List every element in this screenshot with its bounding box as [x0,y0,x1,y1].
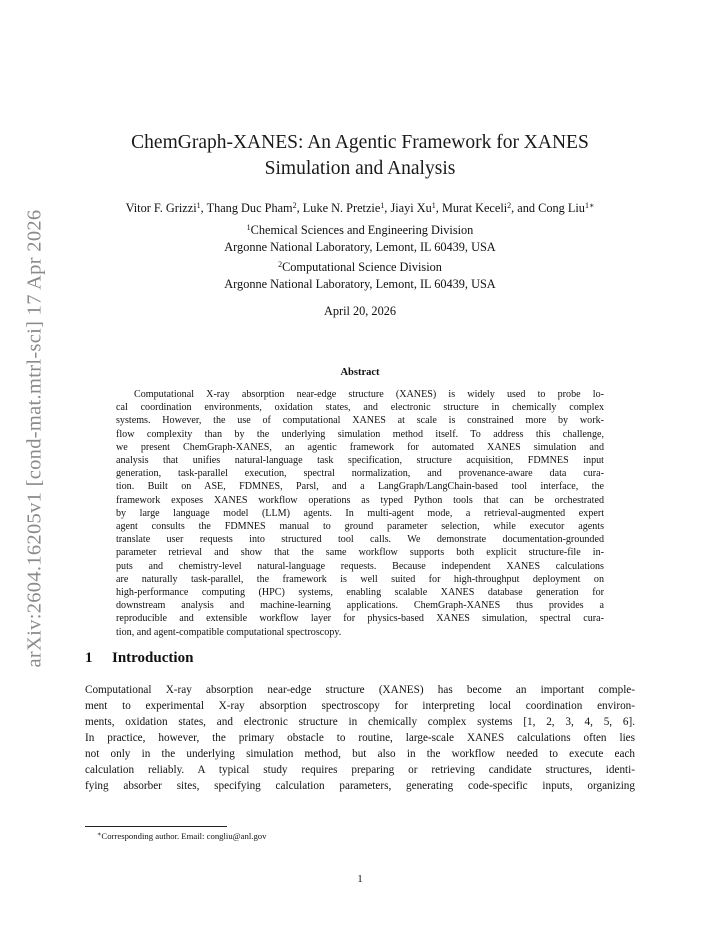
abstract-line: tion. Built on ASE, FDMNES, Parsl, and a LangGraph/LangChain-based tool interface, the [116,481,604,493]
author-list [70,200,650,216]
affiliation-mark: 2 [278,260,283,269]
section-heading [85,650,193,667]
abstract-line: analysis that unifies natural-language task specification, structure acquisition, FDMNES input [116,455,604,467]
affiliation-1 [160,222,560,256]
author-separator: , [435,201,442,215]
abstract-line: high-performance computing (HPC) systems, enabling scalable XANES database generation for [116,587,604,599]
author-name: Luke N. Pretzie [302,201,381,215]
abstract-line: tion, and agent-compatible computational spectroscopy. [116,626,342,638]
affiliation-division: Chemical Sciences and Engineering Division [250,223,474,237]
author-name: Murat Keceli [441,201,508,215]
affiliation-2 [160,259,560,293]
body-line: calculation reliably. A typical study requires preparing or retrieving candidate structures, identi- [85,764,635,776]
abstract-line: are naturally task-parallel, the framework is well suited for high-throughput deployment on [116,573,604,585]
body-line: ment to experimental X-ray absorption spectroscopy for interpreting local coordination environ- [85,700,635,712]
affiliation-line [160,259,560,276]
title-line: Simulation and Analysis [264,158,456,179]
affiliation-line [160,222,560,239]
abstract-line: systems. However, the use of computational XANES at scale is constrained more by work- [116,415,604,427]
author-affiliation-mark: 1 [196,201,201,210]
author-affiliation-mark: 2 [507,201,512,210]
author-affiliation-mark: 1 [380,201,385,210]
section-title: Introduction [112,650,194,666]
abstract-heading: Abstract [340,367,380,378]
footnote-text: Corresponding author. Email: congliu@anl.gov [101,831,267,841]
introduction-body [85,682,635,794]
abstract-line: parameter retrieval and show that the same workflow supports both explicit structure-file in- [116,547,604,559]
author-name: Cong Liu [538,201,585,215]
footnote-rule [85,826,227,827]
author-name: Vitor F. Grizzi [125,201,197,215]
body-line: Computational X-ray absorption near-edge structure (XANES) has become an important comple- [85,684,635,696]
abstract-line: Computational X-ray absorption near-edge structure (XANES) is widely used to probe lo- [134,389,604,400]
author-separator: , and [511,201,539,215]
body-line: In practice, however, the primary obstacle to routine, large-scale XANES calculations often lies [85,732,635,744]
footnote-mark: ∗ [97,831,102,838]
arxiv-identifier[interactable]: arXiv:2604.16205v1 [cond-mat.mtrl-sci] 17 Apr 2026 [23,209,46,667]
paper-title [90,130,630,182]
author-affiliation-mark: 1∗ [584,201,595,210]
abstract-line: generation, task-parallel execution, spectral normalization, and provenance-aware data cura- [116,468,604,480]
author-separator: , [200,201,207,215]
author-affiliation-mark: 2 [292,201,297,210]
abstract-line: translate user requests into structured tool calls. We demonstrate documentation-grounded [116,534,604,546]
affiliation-address: Argonne National Laboratory, Lemont, IL 60439, USA [224,240,496,254]
abstract-line: we present ChemGraph-XANES, an agentic framework for automated XANES simulation and [116,441,604,453]
author-name: Thang Duc Pham [206,201,293,215]
author-name: Jiayi Xu [390,201,432,215]
abstract-line: agent consults the FDMNES manual to ground parameter selection, while executor agents [116,521,604,533]
author-separator: , [384,201,391,215]
body-line: ments, oxidation states, and electronic structure in chemically complex systems [1, 2, 3, 4, 5, 6]. [85,716,635,728]
title-line: ChemGraph-XANES: An Agentic Framework for XANES [131,132,589,153]
abstract-line: puts and chemistry-level natural-language requests. Because independent XANES calculations [116,560,604,572]
abstract-line: flow complexity than by the underlying simulation method itself. To address this challenge, [116,428,604,440]
abstract-line: cal coordination environments, oxidation states, and electronic structure in chemically complex [116,402,604,414]
author-affiliation-mark: 1 [431,201,436,210]
affiliation-address: Argonne National Laboratory, Lemont, IL 60439, USA [224,277,496,291]
abstract-body [116,388,604,639]
arxiv-side-stamp [20,203,50,673]
page-number: 1 [357,873,363,885]
abstract-line: framework exposes XANES workflow operations as typed Python tools that can be orchestrated [116,494,604,506]
footnote [97,831,267,842]
affiliation-mark: 1 [246,223,251,232]
body-line: fying absorber sites, specifying calculation parameters, generating code-specific inputs, organizing [85,780,635,792]
affiliation-division: Computational Science Division [282,260,442,274]
author-separator: , [296,201,303,215]
body-line: not only in the underlying simulation method, but also in the workflow needed to execute each [85,748,635,760]
section-number: 1 [85,650,93,666]
abstract-line: reproducible and extensible workflow layer for physics-based XANES simulation, spectral cura- [116,613,604,625]
abstract-line: downstream analysis and machine-learning applications. ChemGraph-XANES thus provides a [116,600,604,612]
paper-date: April 20, 2026 [323,304,397,318]
abstract-line: by large language model (LLM) agents. In multi-agent mode, a retrieval-augmented expert [116,507,604,519]
